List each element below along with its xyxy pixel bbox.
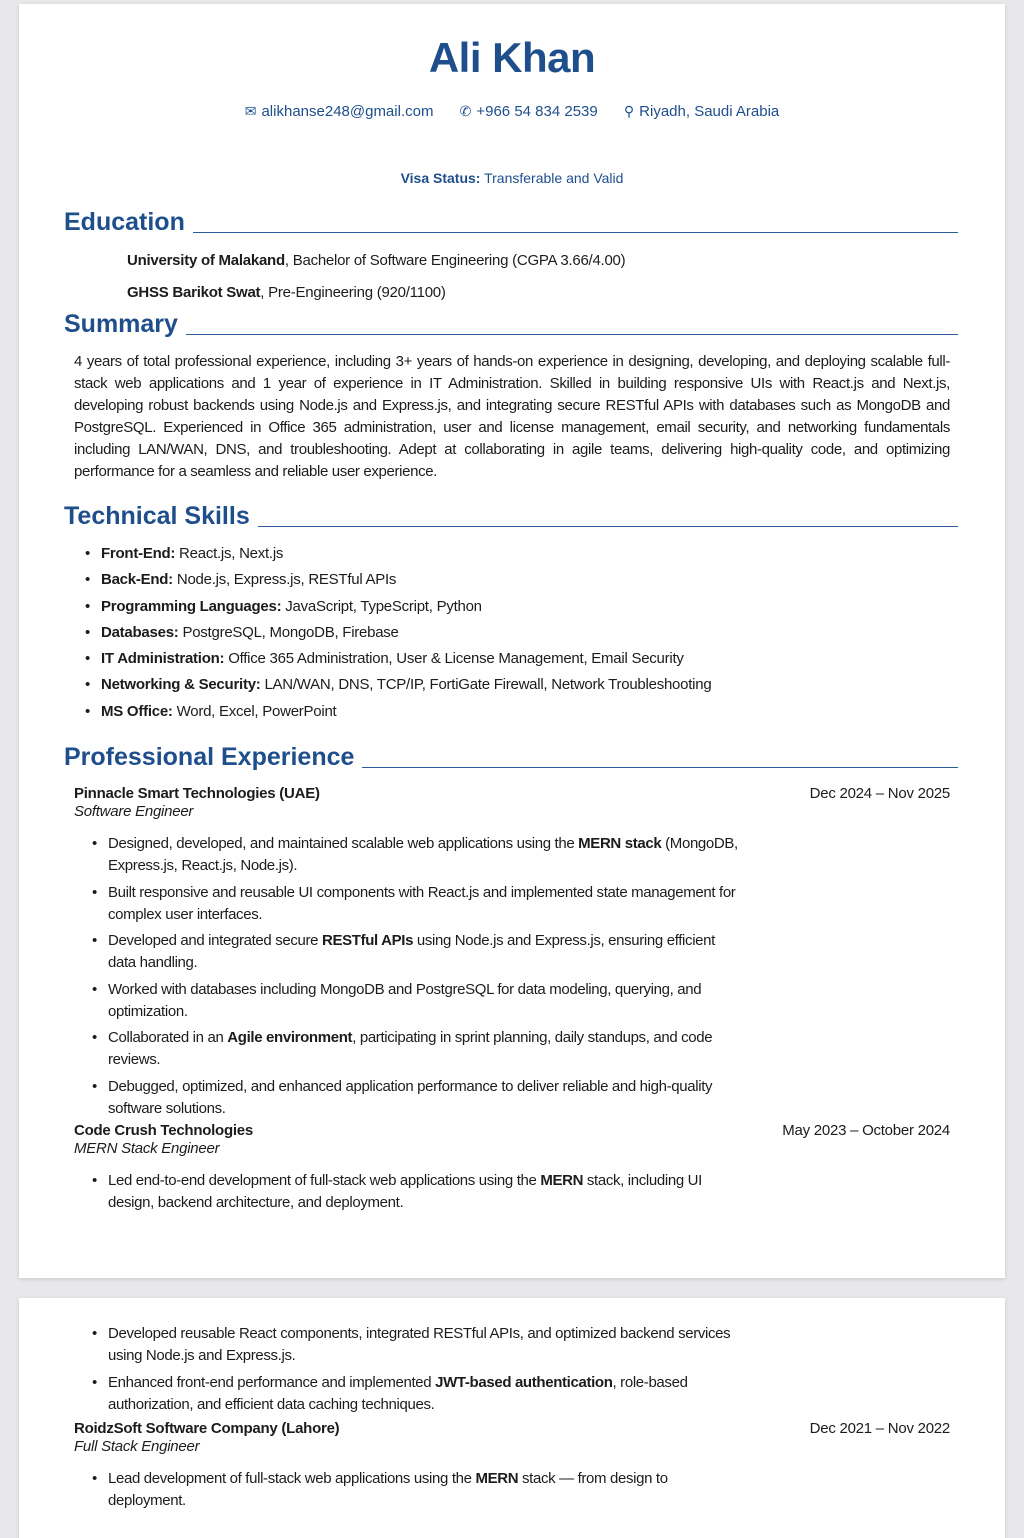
school: University of Malakand (127, 252, 285, 269)
skill-label: MS Office: (101, 702, 173, 720)
phone-icon: ✆ (459, 103, 472, 119)
bullet-emphasis: MERN (540, 1172, 584, 1189)
skill-item (85, 622, 711, 648)
job-dates: Dec 2024 – Nov 2025 (809, 785, 950, 802)
skill-item (85, 596, 711, 622)
bullet-text: stack, including UI design, backend architecture, and deployment. (108, 1172, 702, 1211)
bullet-item (108, 1468, 740, 1512)
location (624, 103, 779, 120)
job-bullets (108, 1468, 740, 1517)
candidate-name: Ali Khan (428, 34, 596, 81)
skill-value: LAN/WAN, DNS, TCP/IP, FortiGate Firewall, Network Troubleshooting (260, 676, 712, 694)
degree: , Bachelor of Software Engineering (CGPA 3.66/4.00) (284, 252, 626, 269)
education-item (127, 282, 446, 304)
skill-value: JavaScript, TypeScript, Python (281, 597, 482, 615)
skills-list (85, 543, 711, 727)
job-role: Software Engineer (74, 803, 194, 820)
bullet-emphasis: MERN stack (578, 835, 662, 852)
summary-text: 4 years of total professional experience, including 3+ years of hands-on experience in designing, developing, and deploying scalable full-stack web applications and 1 year of experience in IT Administration. Skilled in building responsive UIs with React.js and Next.js, developing robust backends using Node.js and Express.js, and integrating secure RESTful APIs with databases such as MongoDB and PostgreSQL. Experienced in Office 365 administration, user and license management, email security, and networking fundamentals including LAN/WAN, DNS, and troubleshooting. Adept at collaborating in agile teams, delivering high-quality code, and optimizing performance for a seamless and reliable user experience. (74, 353, 950, 480)
divider (186, 334, 958, 335)
skill-item (85, 569, 711, 595)
skill-label: IT Administration: (101, 650, 225, 668)
section-title: Education (64, 208, 185, 236)
bullet-emphasis: RESTful APIs (321, 932, 414, 949)
skill-label: Databases: (101, 623, 179, 641)
bullet-text: Developed and integrated secure (108, 932, 322, 949)
bullet-item (108, 833, 740, 877)
bullet-item (108, 930, 740, 974)
email-link[interactable] (245, 103, 434, 120)
divider (258, 526, 958, 527)
job-header (74, 1420, 950, 1455)
bullet-text: Lead development of full-stack web applications using the (108, 1470, 476, 1487)
skill-item (85, 701, 711, 727)
resume-page-1 (19, 4, 1005, 1278)
section-title: Technical Skills (64, 502, 250, 530)
job-header (74, 1122, 950, 1157)
section-summary (64, 312, 958, 337)
bullet-text: stack — from design to deployment. (108, 1470, 668, 1509)
job-dates: Dec 2021 – Nov 2022 (809, 1420, 950, 1437)
bullet-item (108, 979, 740, 1023)
visa-value: Transferable and Valid (484, 170, 624, 186)
company-name: Code Crush Technologies (74, 1122, 253, 1139)
envelope-icon: ✉ (244, 103, 257, 119)
section-skills (64, 504, 958, 529)
bullet-emphasis: Agile environment (227, 1029, 353, 1046)
bullet-item (108, 1170, 740, 1214)
education-item (127, 250, 625, 272)
school: GHSS Barikot Swat (127, 284, 261, 301)
resume-page-2 (19, 1298, 1005, 1538)
skill-item (85, 543, 711, 569)
job-bullets (108, 1323, 740, 1420)
bullet-item (108, 1076, 740, 1120)
skill-label: Networking & Security: (101, 676, 261, 694)
email-text: alikhanse248@gmail.com (261, 103, 434, 120)
job-dates: May 2023 – October 2024 (782, 1122, 950, 1139)
job-role: Full Stack Engineer (74, 1438, 200, 1455)
bullet-item (108, 1323, 740, 1367)
bullet-item (108, 882, 740, 926)
bullet-text: using Node.js and Express.js, ensuring efficient data handling. (108, 932, 715, 971)
job-role: MERN Stack Engineer (74, 1140, 220, 1157)
contact-line (19, 103, 1005, 120)
bullet-text: , role-based authorization, and efficient data caching techniques. (108, 1373, 688, 1413)
section-title: Summary (64, 310, 178, 338)
section-education (64, 210, 958, 235)
bullet-text: (MongoDB, Express.js, React.js, Node.js). (108, 835, 738, 874)
section-title: Professional Experience (64, 743, 355, 771)
location-text: Riyadh, Saudi Arabia (639, 103, 780, 120)
bullet-item (108, 1027, 740, 1071)
visa-label: Visa Status: (400, 170, 481, 186)
skill-item (85, 648, 711, 674)
phone-text: +966 54 834 2539 (476, 103, 598, 120)
visa-status (19, 170, 1005, 186)
degree: , Pre-Engineering (920/1100) (260, 284, 446, 301)
bullet-text: Enhanced front-end performance and implemented (108, 1373, 436, 1391)
bullet-text: , participating in sprint planning, daily standups, and code reviews. (108, 1029, 713, 1068)
bullet-emphasis: JWT-based authentication (435, 1373, 613, 1391)
skill-item (85, 674, 711, 700)
bullet-text: Debugged, optimized, and enhanced application performance to deliver reliable and high-quality software solutions. (108, 1077, 713, 1117)
skill-label: Programming Languages: (101, 597, 282, 615)
bullet-text: Collaborated in an (108, 1029, 228, 1046)
skill-value: Office 365 Administration, User & License Management, Email Security (224, 650, 684, 668)
job-header (74, 785, 950, 820)
bullet-text: Developed reusable React components, integrated RESTful APIs, and optimized backend services using Node.js and Express.js. (108, 1325, 731, 1364)
map-pin-icon: ⚲ (623, 103, 635, 119)
skill-label: Back-End: (101, 571, 173, 589)
bullet-text: Built responsive and reusable UI components with React.js and implemented state management for complex user interfaces. (108, 883, 736, 923)
skill-value: Node.js, Express.js, RESTful APIs (172, 571, 397, 589)
divider (193, 232, 958, 233)
bullet-text: Led end-to-end development of full-stack web applications using the (108, 1172, 541, 1189)
job-bullets (108, 833, 740, 1124)
bullet-text: Designed, developed, and maintained scalable web applications using the (108, 835, 579, 852)
job-bullets (108, 1170, 740, 1219)
bullet-item (108, 1372, 740, 1416)
skill-value: PostgreSQL, MongoDB, Firebase (178, 623, 399, 641)
skill-value: Word, Excel, PowerPoint (172, 702, 337, 720)
section-experience (64, 745, 958, 770)
company-name: RoidzSoft Software Company (Lahore) (74, 1420, 340, 1437)
company-name: Pinnacle Smart Technologies (UAE) (74, 785, 320, 802)
skill-label: Front-End: (101, 545, 176, 562)
skill-value: React.js, Next.js (175, 545, 284, 562)
bullet-emphasis: MERN (475, 1470, 519, 1487)
divider (362, 767, 958, 768)
bullet-text: Worked with databases including MongoDB and PostgreSQL for data modeling, querying, and optimization. (108, 980, 702, 1020)
phone-link[interactable] (460, 103, 598, 120)
